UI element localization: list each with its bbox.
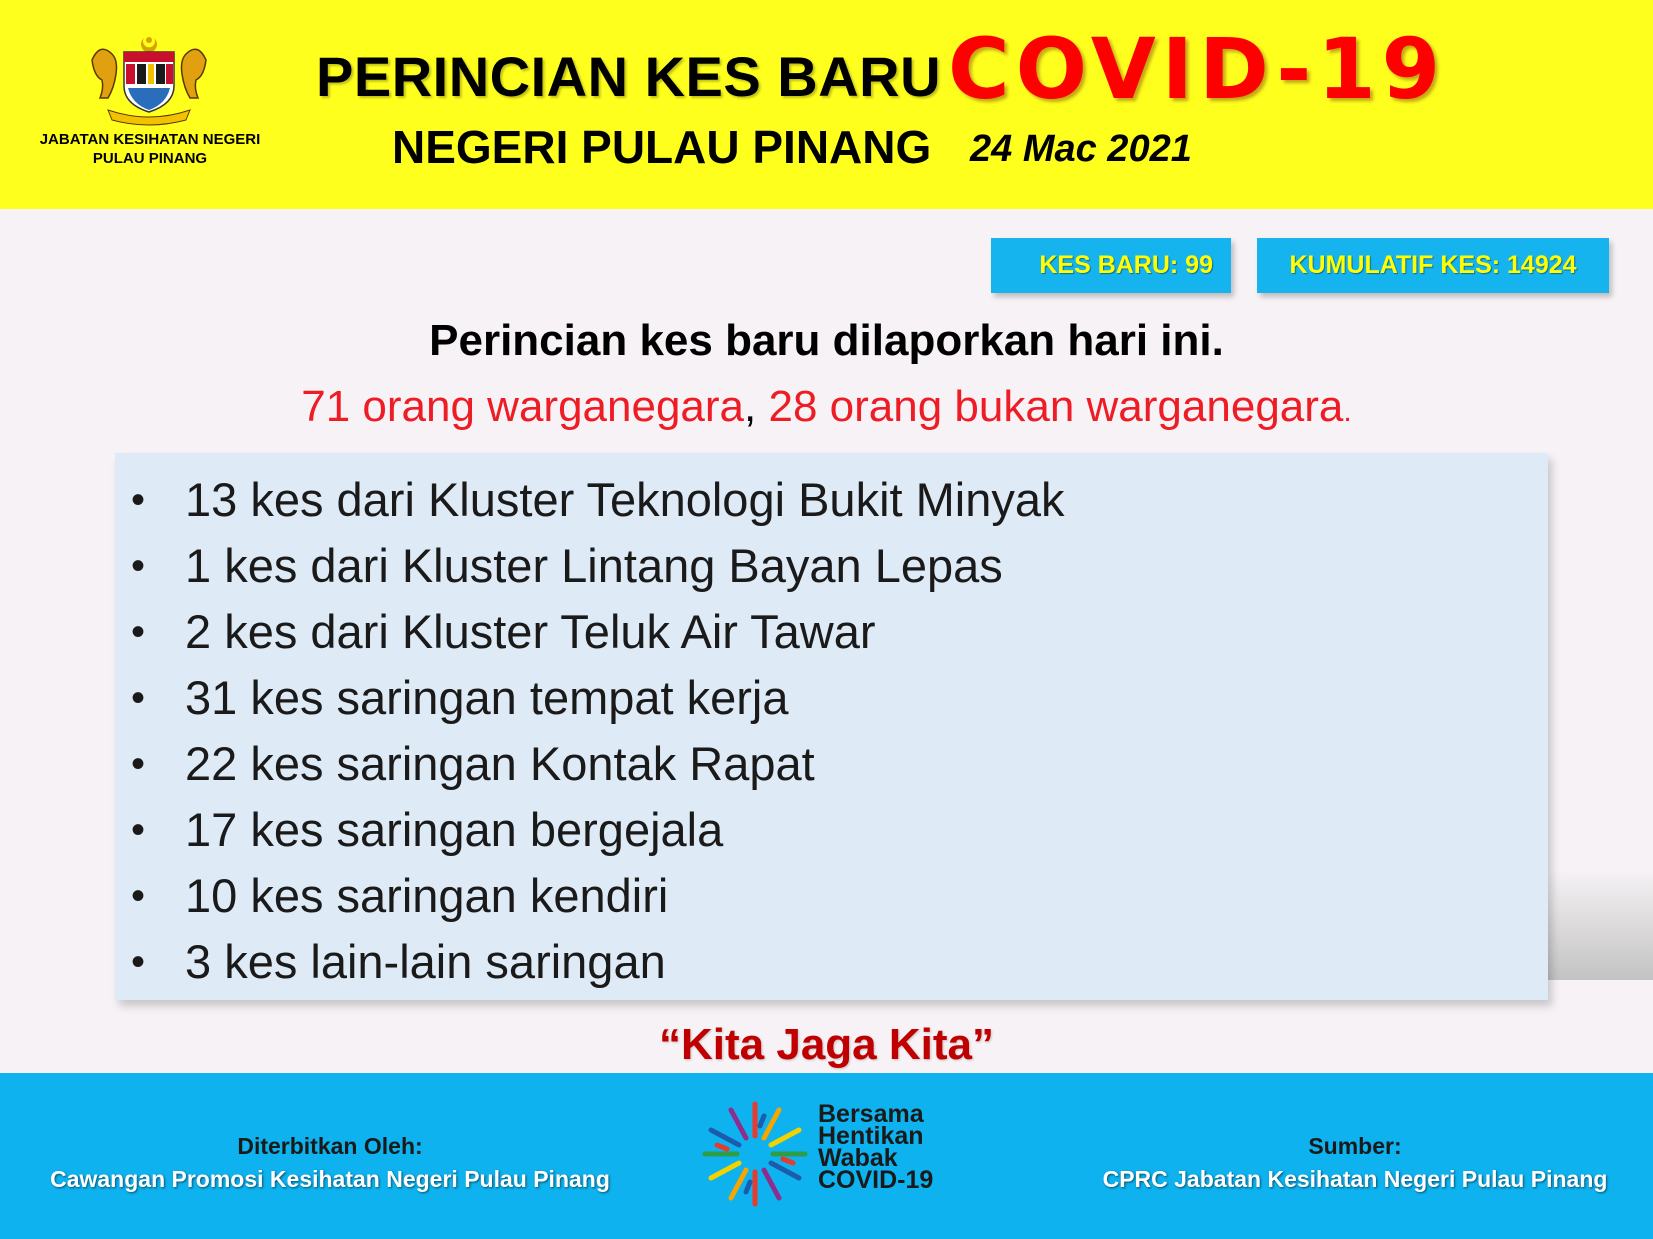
list-item xyxy=(115,533,1548,599)
list-item-text: 2 kes dari Kluster Teluk Air Tawar xyxy=(185,605,876,658)
bullet-icon: • xyxy=(131,874,146,918)
cumulative-cases-badge: KUMULATIF KES: 14924 xyxy=(1257,238,1609,293)
agency-name xyxy=(20,130,280,168)
citizens-count: 71 orang warganegara xyxy=(301,382,745,431)
page-title: PERINCIAN KES BARU xyxy=(316,45,942,108)
list-item-text: 10 kes saringan kendiri xyxy=(185,869,669,922)
list-item xyxy=(115,599,1548,665)
case-breakdown-list xyxy=(115,453,1548,1000)
bullet-icon: • xyxy=(131,940,146,984)
list-item xyxy=(115,467,1548,533)
report-date: 24 Mac 2021 xyxy=(970,128,1192,170)
source-name: CPRC Jabatan Kesihatan Negeri Pulau Pinang xyxy=(1102,1166,1608,1192)
publisher-name: Cawangan Promosi Kesihatan Negeri Pulau Pinang xyxy=(50,1166,610,1192)
new-cases-badge: KES BARU: 99 xyxy=(991,238,1231,293)
bullet-icon: • xyxy=(131,808,146,852)
header-banner xyxy=(0,0,1653,209)
publisher-label: Diterbitkan Oleh: xyxy=(237,1133,423,1159)
list-item xyxy=(115,731,1548,797)
campaign-slogan xyxy=(818,1100,1018,1194)
list-item-text: 22 kes saringan Kontak Rapat xyxy=(185,737,815,790)
list-item xyxy=(115,797,1548,863)
list-item xyxy=(115,929,1548,995)
campaign-line-2: Hentikan xyxy=(818,1122,924,1150)
list-item-text: 31 kes saringan tempat kerja xyxy=(185,671,789,724)
campaign-line-1: Bersama xyxy=(818,1100,924,1128)
agency-line-2: PULAU PINANG xyxy=(92,150,208,167)
state-subtitle: NEGERI PULAU PINANG xyxy=(392,121,932,173)
list-item xyxy=(115,665,1548,731)
starburst-logo-icon xyxy=(700,1099,810,1209)
coat-of-arms-icon xyxy=(86,34,212,126)
list-item-text: 13 kes dari Kluster Teknologi Bukit Minyak xyxy=(185,473,1065,526)
non-citizens-count: 28 orang bukan warganegara xyxy=(768,382,1344,431)
details-heading: Perincian kes baru dilaporkan hari ini. xyxy=(429,316,1224,365)
bullet-icon: • xyxy=(131,610,146,654)
period: . xyxy=(1343,395,1352,428)
citizenship-breakdown xyxy=(0,382,1653,432)
bullet-icon: • xyxy=(131,676,146,720)
footer-banner xyxy=(0,1073,1653,1239)
agency-line-1: JABATAN KESIHATAN NEGERI xyxy=(39,131,261,148)
list-item-text: 1 kes dari Kluster Lintang Bayan Lepas xyxy=(185,539,1003,592)
list-item-text: 17 kes saringan bergejala xyxy=(185,803,724,856)
bullet-icon: • xyxy=(131,544,146,588)
separator: , xyxy=(744,382,757,431)
covid-title: COVID-19 xyxy=(948,20,1447,118)
source-label: Sumber: xyxy=(1308,1133,1402,1159)
list-item-text: 3 kes lain-lain saringan xyxy=(185,935,666,988)
list-item xyxy=(115,863,1548,929)
bullet-icon: • xyxy=(131,742,146,786)
bullet-icon: • xyxy=(131,478,146,522)
slogan: “Kita Jaga Kita” xyxy=(659,1020,994,1069)
campaign-line-3: Wabak xyxy=(818,1144,898,1172)
campaign-line-4: COVID-19 xyxy=(818,1166,934,1194)
